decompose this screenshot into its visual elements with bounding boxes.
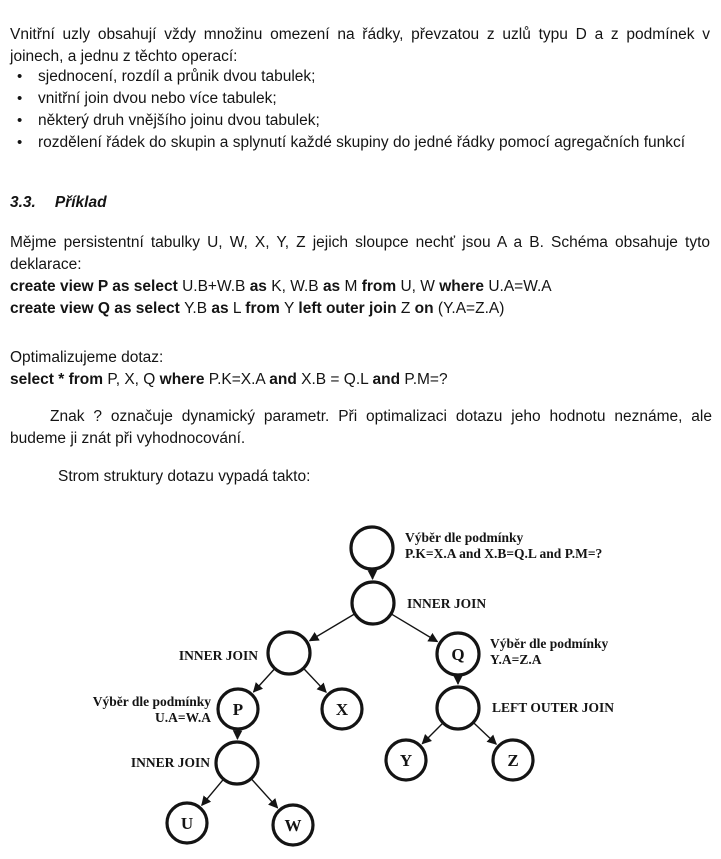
tree-node-letter-x: X (335, 700, 349, 719)
tree-edge-inner-join-top-to-inner-join-left (310, 614, 354, 640)
tree-label-inner-join-bottom: INNER JOIN (130, 755, 210, 770)
query-structure-tree-diagram (0, 520, 721, 859)
section-heading (10, 193, 107, 213)
tree-edge-inner-join-bottom-to-u (202, 780, 223, 805)
tree-node-select-root (351, 527, 393, 569)
tree-node-inner-join-top (352, 582, 394, 624)
list-item-union: • sjednocení, rozdíl a průnik dvou tabulek; (10, 66, 710, 88)
tree-edge-inner-join-left-to-x (304, 669, 326, 692)
paragraph-tree-intro: Strom struktury dotazu vypadá takto: (58, 468, 311, 485)
code-create-view-q: create view Q as select Y.B as L from Y left outer join Z on (Y.A=Z.A) (10, 300, 505, 317)
paragraph-dynamic-param: Znak ? označuje dynamický parametr. Při optimalizaci dotazu jeho hodnotu neznáme, ale budeme ji znát při vyhodnocování. (10, 408, 712, 447)
tree-node-letter-p: P (232, 700, 244, 719)
tree-node-inner-join-bottom (216, 742, 258, 784)
tree-label-left-outer-join: LEFT OUTER JOIN (492, 700, 615, 715)
paragraph-intro: Vnitřní uzly obsahují vždy množinu omezení na řádky, převzatou z uzlů typu D a z podmínek v joinech, a jednu z těchto operací: (10, 26, 710, 65)
tree-node-letter-z: Z (507, 751, 519, 770)
tree-node-inner-join-left (268, 632, 310, 674)
tree-node-letter-y: Y (399, 751, 413, 770)
list-item-outer-join: • některý druh vnějšího joinu dvou tabulek; (10, 110, 710, 132)
tree-label-inner-join-left: INNER JOIN (178, 648, 258, 663)
paragraph-example-intro: Mějme persistentní tabulky U, W, X, Y, Z jejich sloupce nechť jsou A a B. Schéma obsahuje tyto deklarace: (10, 234, 710, 273)
operations-list (10, 66, 710, 154)
tree-node-letter-u: U (180, 814, 194, 833)
tree-edge-inner-join-top-to-q (392, 614, 438, 641)
section-number: 3.3. (10, 194, 36, 211)
tree-edge-inner-join-left-to-p (253, 669, 274, 692)
code-create-view-p: create view P as select U.B+W.B as K, W.B as M from U, W where U.A=W.A (10, 278, 552, 295)
list-item-grouping: • rozdělení řádek do skupin a splynutí každé skupiny do jedné řádky pomocí agregačních funkcí (10, 132, 710, 154)
tree-label-root-condition: Výběr dle podmínky P.K=X.A and X.B=Q.L and P.M=? (405, 530, 603, 561)
tree-node-letter-q: Q (451, 645, 465, 664)
tree-label-q-condition: Výběr dle podmínky Y.A=Z.A (490, 636, 609, 667)
tree-edge-left-outer-join-to-z (474, 723, 496, 744)
tree-edge-inner-join-bottom-to-w (252, 779, 278, 808)
tree-edge-left-outer-join-to-y (422, 724, 442, 744)
tree-label-inner-join-top: INNER JOIN (407, 596, 487, 611)
tree-node-letter-w: W (284, 816, 302, 835)
list-item-inner-join: • vnitřní join dvou nebo více tabulek; (10, 88, 710, 110)
code-select-query: select * from P, X, Q where P.K=X.A and X.B = Q.L and P.M=? (10, 371, 448, 388)
tree-node-left-outer-join (437, 687, 479, 729)
paragraph-optimize-label: Optimalizujeme dotaz: (10, 349, 164, 366)
section-title: Příklad (54, 194, 107, 211)
tree-label-p-condition: Výběr dle podmínky U.A=W.A (92, 694, 211, 725)
